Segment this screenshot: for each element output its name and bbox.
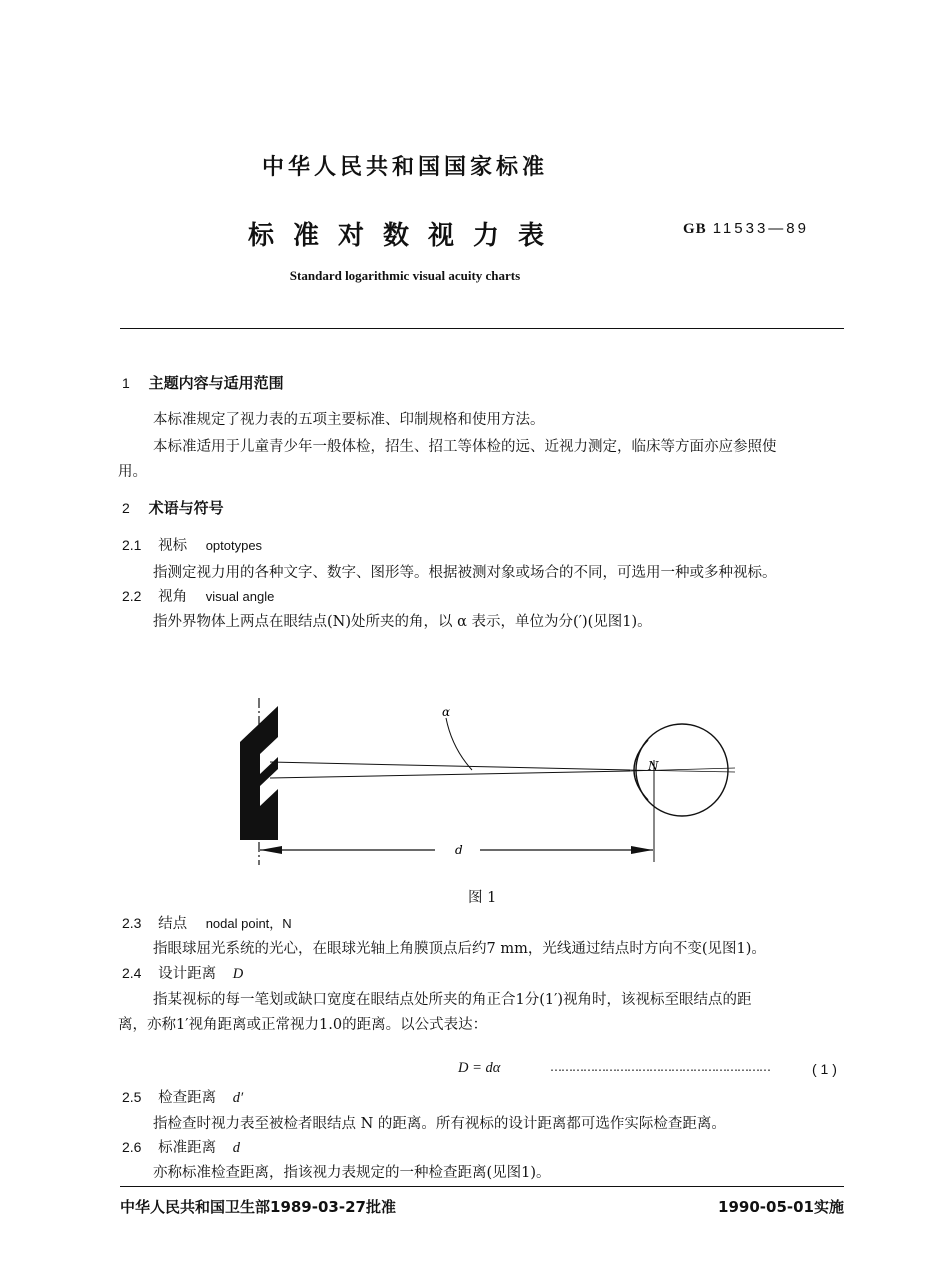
clause-2-3-text: 指眼球屈光系统的光心，在眼球光轴上角膜顶点后约7 mm，光线通过结点时方向不变(见图1)。 bbox=[153, 941, 766, 957]
effective-date: 1990-05-01实施 bbox=[718, 1198, 844, 1216]
clause-symbol: d bbox=[232, 1140, 240, 1156]
clause-number: 2.6 bbox=[122, 1139, 142, 1155]
clause-number: 2.2 bbox=[122, 588, 142, 604]
approval-date: 中华人民共和国卫生部1989-03-27批准 bbox=[120, 1198, 396, 1216]
nodal-point-label: N bbox=[648, 759, 659, 773]
section-title: 术语与符号 bbox=[148, 499, 224, 517]
section-1-paragraph-1: 本标准规定了视力表的五项主要标准、印制规格和使用方法。 bbox=[153, 412, 545, 428]
clause-2-3 bbox=[122, 912, 292, 933]
figure-caption: 图 1 bbox=[468, 890, 497, 906]
clause-symbol: d′ bbox=[232, 1090, 244, 1106]
clause-term: 结点 bbox=[158, 916, 188, 932]
distance-label: d bbox=[455, 843, 463, 857]
header-rule bbox=[120, 328, 844, 329]
figure-1-diagram bbox=[230, 690, 750, 870]
footer-rule bbox=[120, 1186, 844, 1187]
clause-number: 2.5 bbox=[122, 1089, 142, 1105]
alpha-label: α bbox=[442, 705, 451, 719]
clause-2-6 bbox=[122, 1136, 240, 1157]
clause-symbol: D bbox=[232, 966, 244, 982]
section-1-paragraph-2: 本标准适用于儿童青少年一般体检，招生、招工等体检的远、近视力测定，临床等方面亦应参照使 bbox=[153, 439, 777, 455]
clause-term: 标准距离 bbox=[158, 1140, 217, 1156]
clause-number: 2.1 bbox=[122, 537, 142, 553]
english-title: Standard logarithmic visual acuity charts bbox=[289, 268, 521, 283]
clause-term: 视角 bbox=[158, 589, 188, 605]
clause-number: 2.4 bbox=[122, 965, 142, 981]
clause-english: optotypes bbox=[205, 538, 263, 553]
clause-2-4-text: 指某视标的每一笔划或缺口宽度在眼结点处所夹的角正合1分(1′)视角时，该视标至眼结点的距 bbox=[153, 992, 752, 1008]
clause-term: 设计距离 bbox=[158, 966, 217, 982]
clause-2-5-text: 指检查时视力表至被检者眼结点 N 的距离。所有视标的设计距离都可选作实际检查距离。 bbox=[153, 1116, 726, 1132]
clause-term: 视标 bbox=[158, 538, 188, 554]
clause-2-2-text: 指外界物体上两点在眼结点(N)处所夹的角，以 α 表示，单位为分(′)(见图1)。 bbox=[153, 614, 652, 630]
clause-2-2 bbox=[122, 585, 274, 606]
clause-english: visual angle bbox=[205, 589, 275, 604]
standard-number bbox=[683, 220, 809, 238]
section-number: 1 bbox=[122, 375, 130, 391]
clause-2-4 bbox=[122, 962, 243, 983]
formula-number: ( 1 ) bbox=[812, 1061, 837, 1077]
org-title: 中华人民共和国国家标准 bbox=[261, 155, 548, 180]
formula-1: D = dα bbox=[458, 1060, 501, 1076]
formula-leader-dots: …………………………………………………… bbox=[550, 1060, 770, 1074]
clause-english: nodal point，N bbox=[205, 916, 292, 931]
gb-number: 11533—89 bbox=[712, 220, 809, 237]
clause-number: 2.3 bbox=[122, 915, 142, 931]
section-number: 2 bbox=[122, 500, 130, 516]
section-2-heading bbox=[122, 497, 224, 518]
clause-2-5 bbox=[122, 1086, 243, 1107]
clause-2-6-text: 亦称标准检查距离，指该视力表规定的一种检查距离(见图1)。 bbox=[153, 1165, 551, 1181]
gb-prefix: GB bbox=[683, 221, 707, 237]
section-title: 主题内容与适用范围 bbox=[148, 374, 284, 392]
clause-2-4-text-cont: 离，亦称1′视角距离或正常视力1.0的距离。以公式表达： bbox=[118, 1017, 488, 1033]
clause-2-1 bbox=[122, 534, 262, 555]
section-1-paragraph-2-cont: 用。 bbox=[118, 464, 147, 480]
clause-2-1-text: 指测定视力用的各种文字、数字、图形等。根据被测对象或场合的不同，可选用一种或多种视标。 bbox=[153, 565, 777, 581]
page-title: 标准对数视力表 bbox=[248, 221, 564, 251]
clause-term: 检查距离 bbox=[158, 1090, 217, 1106]
optotype-chart-board bbox=[240, 706, 278, 840]
section-1-heading bbox=[122, 372, 284, 393]
